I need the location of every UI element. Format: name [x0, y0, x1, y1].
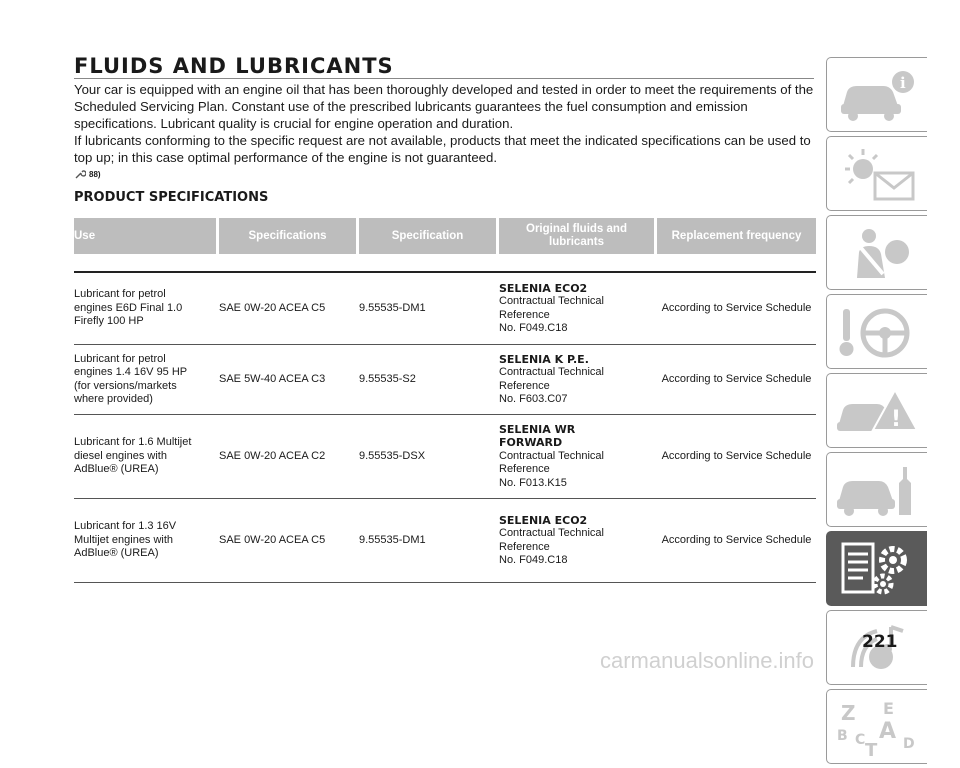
cell-specification: 9.55535-DSX [359, 449, 426, 462]
cell-use: Lubricant for 1.6 Multijet diesel engines with AdBlue® (UREA) [74, 436, 192, 476]
intro-text [74, 81, 819, 166]
key-steering-wheel-icon [833, 301, 921, 363]
table-row [74, 345, 816, 415]
svg-text:!: ! [891, 406, 902, 432]
cell-frequency: According to Service Schedule [661, 301, 812, 314]
index-letter: D [903, 735, 915, 752]
table-row [74, 273, 816, 345]
cell-specification: 9.55535-DM1 [359, 301, 426, 314]
index-letter: B [837, 727, 848, 744]
page-number: 221 [862, 632, 898, 652]
cell-frequency: According to Service Schedule [661, 533, 812, 546]
warning-lights-message-icon [833, 143, 921, 205]
tab-starting-driving[interactable] [826, 294, 927, 369]
cell-use: Lubricant for petrol engines E6D Final 1.0 Firefly 100 HP [74, 288, 183, 328]
watermark: carmanualsonline.info [600, 648, 815, 673]
cell-frequency: According to Service Schedule [661, 372, 812, 385]
index-letter: E [883, 698, 894, 718]
tab-dashboard[interactable] [826, 136, 927, 211]
car-emergency-icon [833, 380, 921, 442]
index-letters-icon [833, 696, 921, 758]
header-specification: Specification [359, 218, 496, 254]
product-reference: Contractual Technical Reference No. F013.K15 [499, 449, 604, 489]
cell-frequency: According to Service Schedule [661, 449, 812, 462]
title-divider [74, 78, 814, 79]
note-reference[interactable] [74, 167, 101, 181]
index-letter: Z [841, 700, 856, 725]
car-maintenance-icon [833, 459, 921, 521]
tab-getting-to-know[interactable] [826, 57, 927, 132]
tab-index[interactable] [826, 689, 927, 764]
tab-servicing[interactable] [826, 452, 927, 527]
cell-product [499, 353, 654, 407]
page-title: FLUIDS AND LUBRICANTS [74, 54, 394, 78]
product-reference: Contractual Technical Reference No. F603.C07 [499, 366, 604, 405]
index-letter: C [855, 731, 866, 748]
cell-product [499, 514, 654, 568]
product-reference: Contractual Technical Reference No. F049.C18 [499, 295, 604, 334]
car-info-icon [833, 64, 921, 126]
index-letter: A [879, 718, 897, 744]
wrench-note-icon [74, 168, 86, 180]
cell-product [499, 423, 654, 491]
product-name: SELENIA ECO2 [499, 281, 588, 295]
product-name: SELENIA WR FORWARD [499, 422, 576, 450]
intro-paragraph-1: Your car is equipped with an engine oil that has been thoroughly developed and tested in order to meet the requirements of the Scheduled Servicing Plan. Constant use of the prescribed lubricants guarantees the fuel consumption and emission specifications. Lubricant quality is crucial for engine operation and duration. [74, 82, 814, 131]
cell-use: Lubricant for petrol engines 1.4 16V 95 HP (for versions/markets where provided) [74, 352, 188, 405]
header-specifications: Specifications [219, 218, 356, 254]
header-replacement-frequency: Replacement frequency [657, 218, 816, 254]
svg-text:i: i [900, 73, 906, 92]
tab-technical-data[interactable] [826, 531, 927, 606]
product-name: SELENIA ECO2 [499, 513, 588, 527]
seat-belt-airbag-icon [833, 222, 921, 284]
cell-specifications: SAE 0W-20 ACEA C5 [219, 301, 326, 314]
product-reference: Contractual Technical Reference No. F049.C18 [499, 527, 604, 566]
product-specifications-table [74, 218, 816, 583]
cell-product [499, 282, 654, 336]
index-letter: T [865, 739, 878, 758]
cell-specifications: SAE 0W-20 ACEA C5 [219, 533, 326, 546]
header-use: Use [74, 218, 216, 254]
product-name: SELENIA K P.E. [499, 352, 589, 366]
tab-safety[interactable] [826, 215, 927, 290]
table-header [74, 218, 816, 254]
table-row [74, 499, 816, 583]
cell-specifications: SAE 5W-40 ACEA C3 [219, 372, 326, 385]
note-reference-number: 88) [89, 169, 101, 179]
cell-specification: 9.55535-DM1 [359, 533, 426, 546]
header-original-fluids: Original fluids and lubricants [499, 218, 654, 254]
cell-specification: 9.55535-S2 [359, 372, 416, 385]
cell-specifications: SAE 0W-20 ACEA C2 [219, 449, 326, 462]
intro-paragraph-2: If lubricants conforming to the specific request are not available, products that meet the indicated specifications can be used to top up; in this case optimal performance of the engine is not guaranteed. [74, 133, 811, 165]
tab-emergency[interactable] [826, 373, 927, 448]
cell-use: Lubricant for 1.3 16V Multijet engines with AdBlue® (UREA) [74, 520, 177, 560]
table-row [74, 415, 816, 499]
technical-data-gears-icon [833, 538, 921, 600]
chapter-tabs [826, 57, 929, 768]
section-subtitle: PRODUCT SPECIFICATIONS [74, 190, 269, 205]
